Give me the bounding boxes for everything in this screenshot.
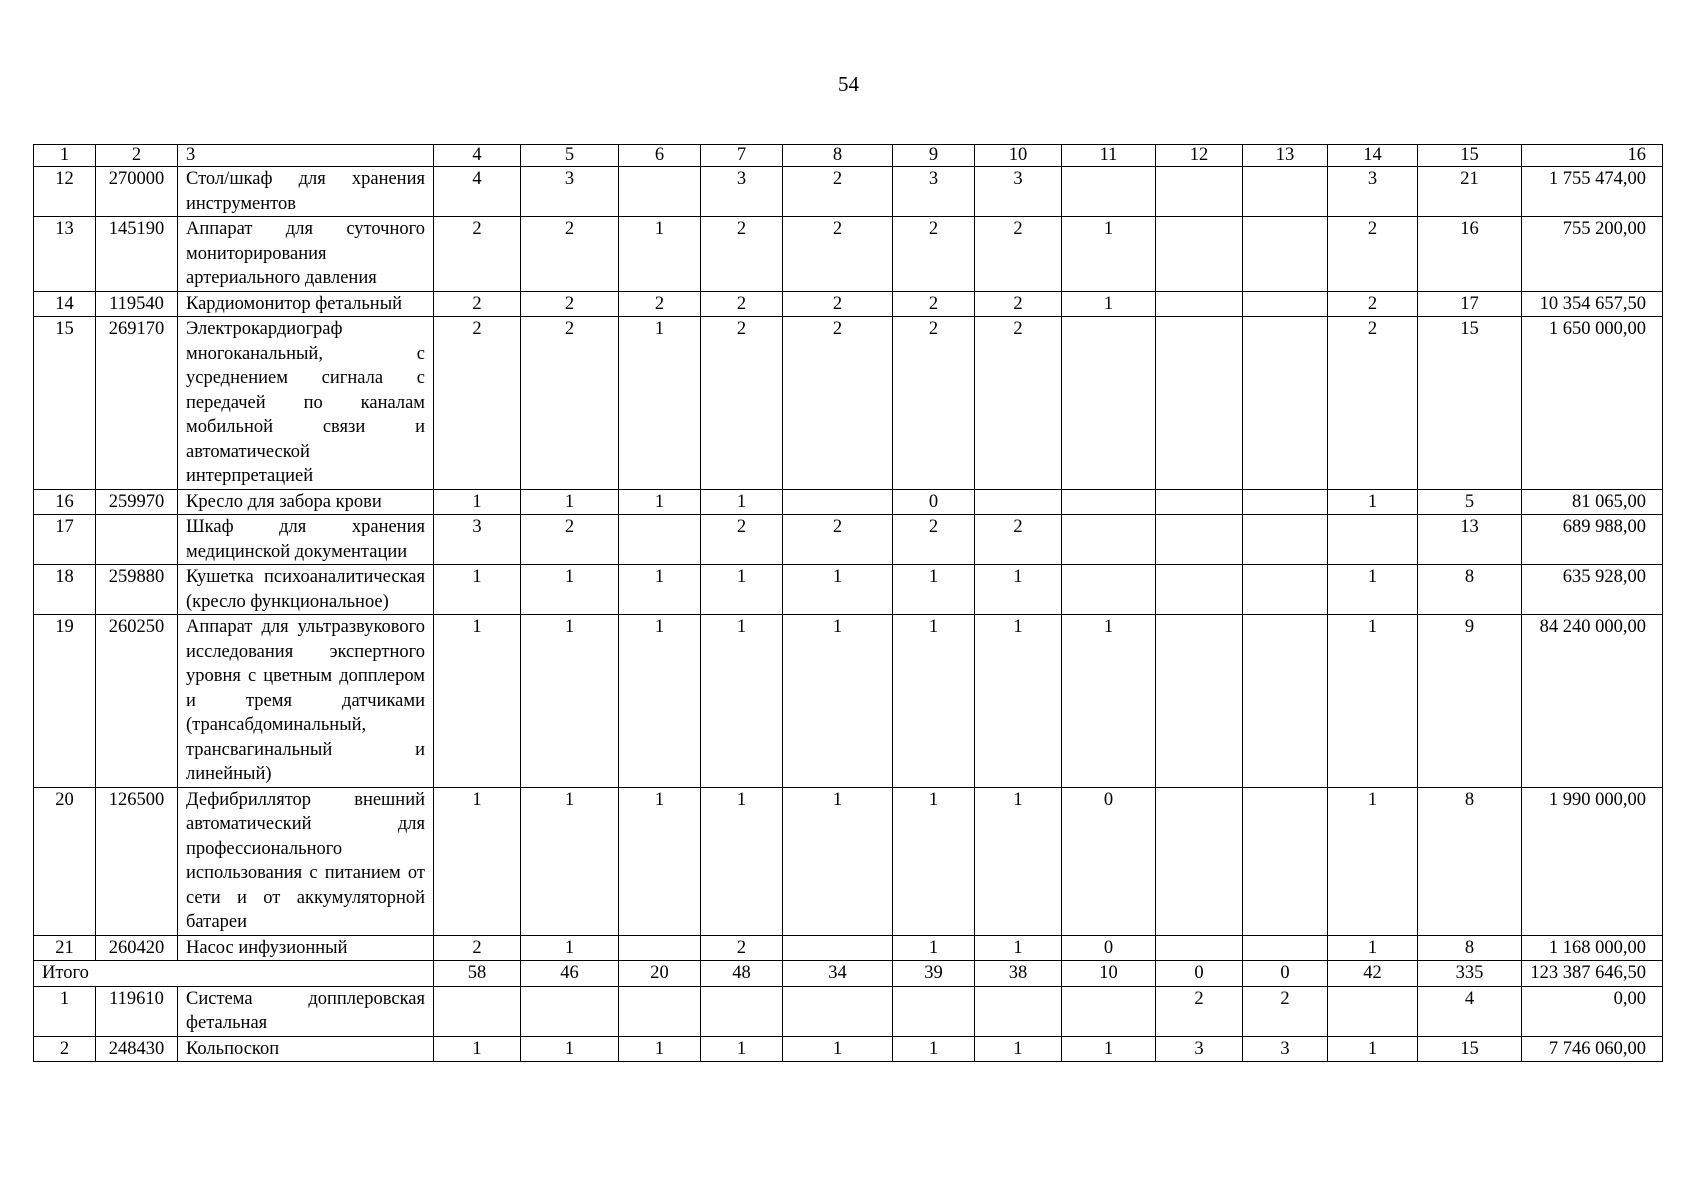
table-cell-col-15: 13 [1418, 515, 1522, 565]
table-cell-col-14: 1 [1328, 787, 1418, 935]
total-cell-col-5: 46 [521, 961, 619, 987]
table-cell-col-14: 2 [1328, 217, 1418, 292]
table-cell-col-5: 3 [521, 167, 619, 217]
table-cell-col-8: 2 [783, 515, 893, 565]
table-cell-col-4: 2 [434, 217, 521, 292]
table-cell-col-1: 12 [34, 167, 96, 217]
table-cell-col-1: 2 [34, 1036, 96, 1062]
table-cell-col-14 [1328, 986, 1418, 1036]
table-cell-col-16: 1 755 474,00 [1522, 167, 1663, 217]
table-cell-col-6: 1 [619, 615, 701, 788]
total-cell-col-4: 58 [434, 961, 521, 987]
table-cell-col-16: 84 240 000,00 [1522, 615, 1663, 788]
table-cell-col-15: 4 [1418, 986, 1522, 1036]
table-cell-col-5: 1 [521, 1036, 619, 1062]
table-cell-col-16: 10 354 657,50 [1522, 291, 1663, 317]
table-cell-col-12 [1156, 217, 1243, 292]
table-cell-col-6: 6 [619, 145, 701, 167]
table-row [34, 291, 1663, 317]
table-cell-col-8: 2 [783, 317, 893, 490]
table-cell-col-2 [96, 515, 178, 565]
table-cell-col-7: 2 [701, 317, 783, 490]
table-cell-col-6: 1 [619, 565, 701, 615]
table-cell-col-2: 119540 [96, 291, 178, 317]
table-cell-col-9: 2 [893, 217, 975, 292]
table-cell-col-3: Шкаф для хранения медицинской документации [178, 515, 434, 565]
table-cell-col-5: 1 [521, 787, 619, 935]
table-cell-col-13 [1243, 489, 1328, 515]
table-row [34, 515, 1663, 565]
table-cell-col-4: 1 [434, 615, 521, 788]
table-row [34, 1036, 1663, 1062]
table-cell-col-9: 0 [893, 489, 975, 515]
table-cell-col-10: 1 [975, 615, 1062, 788]
table-cell-col-1: 19 [34, 615, 96, 788]
table-cell-col-3: Аппарат для ультразвукового исследования экспертного уровня с цветным допплером и тремя датчиками (трансабдоминальный, трансвагинальный и линейный) [178, 615, 434, 788]
table-cell-col-5: 2 [521, 217, 619, 292]
table-cell-col-3: Кардиомонитор фетальный [178, 291, 434, 317]
table-cell-col-5: 1 [521, 935, 619, 961]
table-cell-col-5: 1 [521, 489, 619, 515]
total-cell-col-16: 123 387 646,50 [1522, 961, 1663, 987]
table-cell-col-2: 259880 [96, 565, 178, 615]
table-cell-col-14 [1328, 515, 1418, 565]
table-cell-col-15: 17 [1418, 291, 1522, 317]
table-cell-col-14: 2 [1328, 317, 1418, 490]
table-cell-col-13 [1243, 515, 1328, 565]
table-cell-col-7: 2 [701, 291, 783, 317]
table-cell-col-8: 1 [783, 1036, 893, 1062]
table-cell-col-8: 8 [783, 145, 893, 167]
total-label: Итого [34, 961, 434, 987]
table-cell-col-5: 2 [521, 291, 619, 317]
total-cell-col-15: 335 [1418, 961, 1522, 987]
table-cell-col-12: 2 [1156, 986, 1243, 1036]
table-cell-col-16: 1 168 000,00 [1522, 935, 1663, 961]
table-cell-col-3: Электрокардиограф многоканальный, с усреднением сигнала с передачей по каналам мобильной связи и автоматической интерпретацией [178, 317, 434, 490]
table-cell-col-3: Кушетка психоаналитическая (кресло функциональное) [178, 565, 434, 615]
table-cell-col-9: 3 [893, 167, 975, 217]
table-cell-col-4: 4 [434, 167, 521, 217]
table-cell-col-6: 2 [619, 291, 701, 317]
table-cell-col-10: 2 [975, 515, 1062, 565]
table-cell-col-10: 10 [975, 145, 1062, 167]
table-cell-col-15: 8 [1418, 935, 1522, 961]
table-cell-col-15: 8 [1418, 565, 1522, 615]
total-cell-col-14: 42 [1328, 961, 1418, 987]
total-cell-col-8: 34 [783, 961, 893, 987]
table-cell-col-16: 635 928,00 [1522, 565, 1663, 615]
table-cell-col-11: 1 [1062, 217, 1156, 292]
table-cell-col-2: 260420 [96, 935, 178, 961]
table-cell-col-16: 1 990 000,00 [1522, 787, 1663, 935]
table-cell-col-4: 1 [434, 787, 521, 935]
table-cell-col-11 [1062, 317, 1156, 490]
table-cell-col-3: Кресло для забора крови [178, 489, 434, 515]
table-cell-col-9: 2 [893, 317, 975, 490]
table-cell-col-11: 11 [1062, 145, 1156, 167]
table-row [34, 317, 1663, 490]
table-cell-col-11: 1 [1062, 615, 1156, 788]
total-cell-col-7: 48 [701, 961, 783, 987]
total-cell-col-9: 39 [893, 961, 975, 987]
table-cell-col-16: 16 [1522, 145, 1663, 167]
table-cell-col-5: 1 [521, 615, 619, 788]
table-cell-col-9: 2 [893, 515, 975, 565]
table-cell-col-13 [1243, 291, 1328, 317]
table-cell-col-15: 15 [1418, 1036, 1522, 1062]
table-cell-col-12 [1156, 615, 1243, 788]
table-cell-col-2: 260250 [96, 615, 178, 788]
table-row [34, 787, 1663, 935]
table-cell-col-4: 2 [434, 935, 521, 961]
table-cell-col-13: 3 [1243, 1036, 1328, 1062]
page-number: 54 [838, 72, 859, 96]
table-cell-col-11 [1062, 565, 1156, 615]
table-cell-col-12 [1156, 565, 1243, 615]
table-cell-col-12 [1156, 291, 1243, 317]
table-cell-col-9: 1 [893, 1036, 975, 1062]
table-cell-col-8: 1 [783, 787, 893, 935]
table-cell-col-13: 2 [1243, 986, 1328, 1036]
table-cell-col-10: 3 [975, 167, 1062, 217]
table-row [34, 615, 1663, 788]
table-cell-col-12 [1156, 935, 1243, 961]
table-cell-col-4: 4 [434, 145, 521, 167]
table-cell-col-1: 15 [34, 317, 96, 490]
table-cell-col-15: 15 [1418, 145, 1522, 167]
table-cell-col-8 [783, 986, 893, 1036]
equipment-table [33, 144, 1663, 1062]
table-cell-col-7 [701, 986, 783, 1036]
table-cell-col-13: 13 [1243, 145, 1328, 167]
table-cell-col-1: 1 [34, 986, 96, 1036]
table-cell-col-7: 2 [701, 217, 783, 292]
table-cell-col-6: 1 [619, 787, 701, 935]
table-cell-col-12 [1156, 317, 1243, 490]
table-cell-col-2: 248430 [96, 1036, 178, 1062]
table-cell-col-1: 13 [34, 217, 96, 292]
table-cell-col-2: 145190 [96, 217, 178, 292]
table-header-row [34, 145, 1663, 167]
total-cell-col-10: 38 [975, 961, 1062, 987]
table-cell-col-15: 5 [1418, 489, 1522, 515]
table-cell-col-12 [1156, 787, 1243, 935]
table-cell-col-2: 126500 [96, 787, 178, 935]
table-cell-col-12 [1156, 167, 1243, 217]
table-cell-col-13 [1243, 565, 1328, 615]
table-cell-col-8 [783, 489, 893, 515]
table-cell-col-7: 1 [701, 1036, 783, 1062]
table-cell-col-15: 15 [1418, 317, 1522, 490]
table-cell-col-15: 21 [1418, 167, 1522, 217]
table-cell-col-11: 0 [1062, 935, 1156, 961]
table-cell-col-14: 2 [1328, 291, 1418, 317]
table-cell-col-1: 16 [34, 489, 96, 515]
table-cell-col-7: 1 [701, 615, 783, 788]
table-cell-col-2: 2 [96, 145, 178, 167]
table-cell-col-14: 3 [1328, 167, 1418, 217]
table-cell-col-6: 1 [619, 1036, 701, 1062]
table-cell-col-13 [1243, 935, 1328, 961]
table-cell-col-8: 2 [783, 291, 893, 317]
table-cell-col-2: 119610 [96, 986, 178, 1036]
table-cell-col-11: 1 [1062, 291, 1156, 317]
table-cell-col-8 [783, 935, 893, 961]
table-cell-col-16: 0,00 [1522, 986, 1663, 1036]
table-cell-col-11 [1062, 167, 1156, 217]
table-cell-col-3: Кольпоскоп [178, 1036, 434, 1062]
table-cell-col-16: 1 650 000,00 [1522, 317, 1663, 490]
table-cell-col-11 [1062, 986, 1156, 1036]
table-cell-col-6 [619, 986, 701, 1036]
table-cell-col-16: 689 988,00 [1522, 515, 1663, 565]
table-cell-col-9: 9 [893, 145, 975, 167]
table-cell-col-5 [521, 986, 619, 1036]
table-cell-col-12 [1156, 489, 1243, 515]
table-cell-col-14: 1 [1328, 615, 1418, 788]
table-cell-col-5: 2 [521, 317, 619, 490]
table-cell-col-10: 1 [975, 787, 1062, 935]
table-cell-col-4: 2 [434, 317, 521, 490]
table-cell-col-2: 270000 [96, 167, 178, 217]
table-total-row [34, 961, 1663, 987]
table-cell-col-6: 1 [619, 217, 701, 292]
table-cell-col-7: 2 [701, 935, 783, 961]
table-cell-col-11 [1062, 489, 1156, 515]
table-cell-col-10: 2 [975, 217, 1062, 292]
table-cell-col-7: 1 [701, 565, 783, 615]
table-row [34, 489, 1663, 515]
table-cell-col-6: 1 [619, 317, 701, 490]
table-cell-col-13 [1243, 217, 1328, 292]
table-cell-col-4: 3 [434, 515, 521, 565]
total-cell-col-11: 10 [1062, 961, 1156, 987]
table-row [34, 217, 1663, 292]
table-cell-col-7: 7 [701, 145, 783, 167]
table-cell-col-15: 16 [1418, 217, 1522, 292]
table-cell-col-10: 1 [975, 1036, 1062, 1062]
table-cell-col-8: 1 [783, 615, 893, 788]
table-cell-col-9 [893, 986, 975, 1036]
table-cell-col-8: 2 [783, 167, 893, 217]
table-cell-col-15: 8 [1418, 787, 1522, 935]
table-cell-col-4: 1 [434, 1036, 521, 1062]
table-cell-col-1: 17 [34, 515, 96, 565]
table-cell-col-15: 9 [1418, 615, 1522, 788]
table-cell-col-14: 1 [1328, 489, 1418, 515]
table-cell-col-6 [619, 167, 701, 217]
table-cell-col-7: 3 [701, 167, 783, 217]
table-cell-col-9: 1 [893, 565, 975, 615]
table-cell-col-14: 14 [1328, 145, 1418, 167]
table-cell-col-2: 259970 [96, 489, 178, 515]
table-cell-col-1: 21 [34, 935, 96, 961]
table-row [34, 986, 1663, 1036]
table-cell-col-11: 0 [1062, 787, 1156, 935]
table-cell-col-3: Система допплеровская фетальная [178, 986, 434, 1036]
table-cell-col-7: 1 [701, 489, 783, 515]
table-cell-col-8: 1 [783, 565, 893, 615]
table-cell-col-4: 1 [434, 489, 521, 515]
table-cell-col-13 [1243, 167, 1328, 217]
table-cell-col-5: 1 [521, 565, 619, 615]
table-cell-col-13 [1243, 787, 1328, 935]
table-cell-col-6 [619, 515, 701, 565]
table-cell-col-3: 3 [178, 145, 434, 167]
table-cell-col-3: Насос инфузионный [178, 935, 434, 961]
table-cell-col-12: 3 [1156, 1036, 1243, 1062]
total-cell-col-13: 0 [1243, 961, 1328, 987]
table-cell-col-10 [975, 986, 1062, 1036]
table-cell-col-9: 2 [893, 291, 975, 317]
table-cell-col-7: 1 [701, 787, 783, 935]
table-cell-col-4: 2 [434, 291, 521, 317]
table-cell-col-14: 1 [1328, 565, 1418, 615]
table-cell-col-13 [1243, 615, 1328, 788]
table-cell-col-7: 2 [701, 515, 783, 565]
table-cell-col-1: 1 [34, 145, 96, 167]
table-cell-col-11 [1062, 515, 1156, 565]
table-cell-col-10: 2 [975, 317, 1062, 490]
table-cell-col-13 [1243, 317, 1328, 490]
table-cell-col-5: 5 [521, 145, 619, 167]
table-cell-col-3: Стол/шкаф для хранения инструментов [178, 167, 434, 217]
table-cell-col-2: 269170 [96, 317, 178, 490]
table-cell-col-12: 12 [1156, 145, 1243, 167]
table-row [34, 565, 1663, 615]
table-row [34, 935, 1663, 961]
table-cell-col-9: 1 [893, 787, 975, 935]
table-cell-col-4 [434, 986, 521, 1036]
table-cell-col-6 [619, 935, 701, 961]
table-row [34, 167, 1663, 217]
table-cell-col-5: 2 [521, 515, 619, 565]
table-cell-col-4: 1 [434, 565, 521, 615]
table-cell-col-10: 1 [975, 935, 1062, 961]
table-cell-col-3: Аппарат для суточного мониторирования артериального давления [178, 217, 434, 292]
table-cell-col-10: 1 [975, 565, 1062, 615]
table-cell-col-14: 1 [1328, 935, 1418, 961]
table-cell-col-12 [1156, 515, 1243, 565]
total-cell-col-6: 20 [619, 961, 701, 987]
table-cell-col-14: 1 [1328, 1036, 1418, 1062]
table-cell-col-10 [975, 489, 1062, 515]
table-cell-col-9: 1 [893, 615, 975, 788]
table-cell-col-1: 18 [34, 565, 96, 615]
table-cell-col-16: 7 746 060,00 [1522, 1036, 1663, 1062]
total-cell-col-12: 0 [1156, 961, 1243, 987]
table-cell-col-16: 81 065,00 [1522, 489, 1663, 515]
table-cell-col-11: 1 [1062, 1036, 1156, 1062]
table-cell-col-3: Дефибриллятор внешний автоматический для профессионального использования с питанием от сети и от аккумуляторной батареи [178, 787, 434, 935]
table-cell-col-8: 2 [783, 217, 893, 292]
table-cell-col-10: 2 [975, 291, 1062, 317]
table-cell-col-6: 1 [619, 489, 701, 515]
table-cell-col-1: 20 [34, 787, 96, 935]
table-cell-col-9: 1 [893, 935, 975, 961]
table-cell-col-1: 14 [34, 291, 96, 317]
table-cell-col-16: 755 200,00 [1522, 217, 1663, 292]
